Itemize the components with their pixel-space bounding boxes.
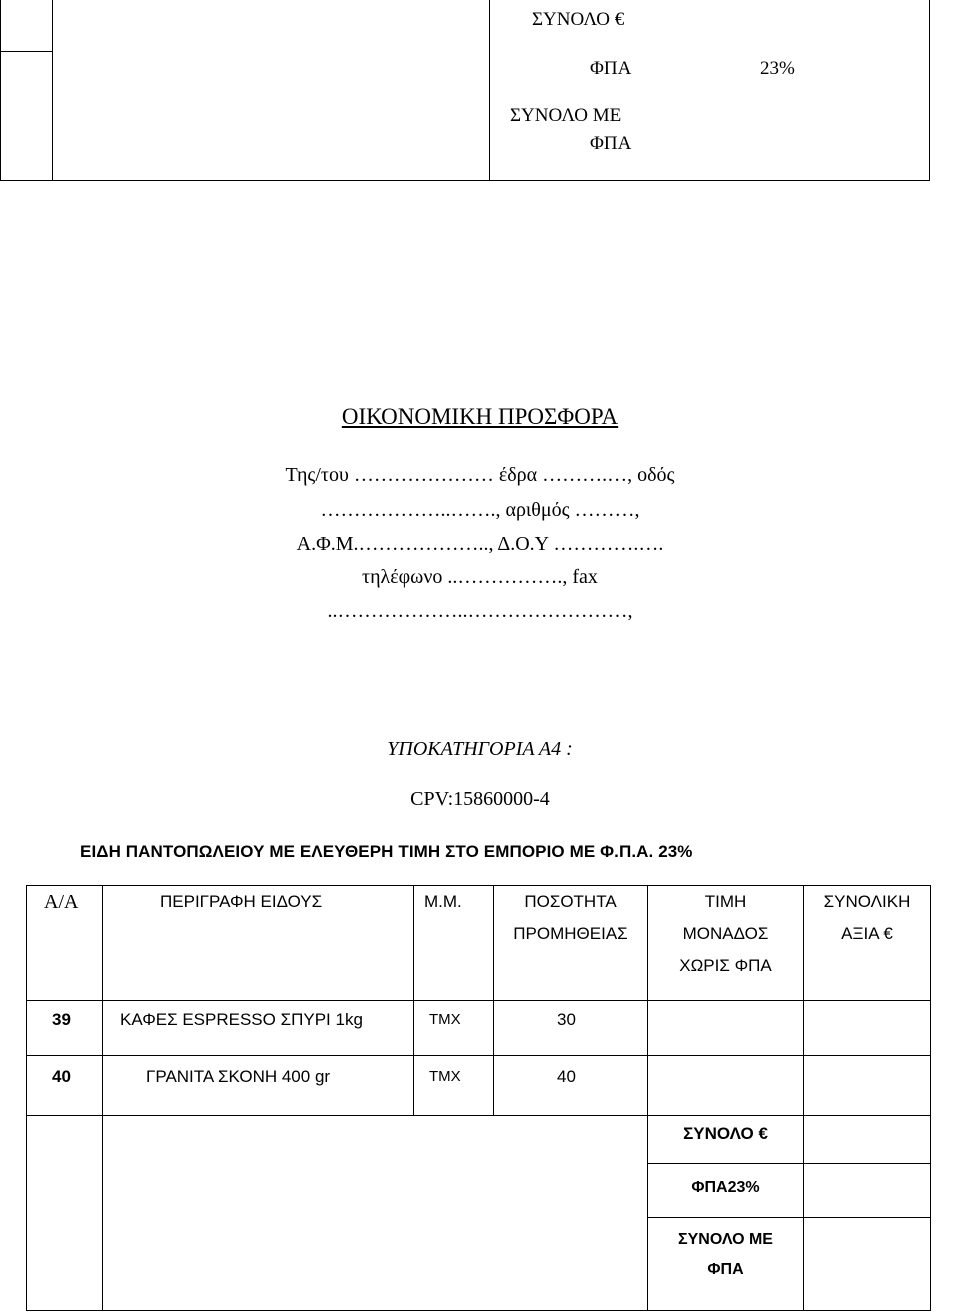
top-summary-table [0, 0, 930, 181]
page-title: ΟΙΚΟΝΟΜΙΚΗ ΠΡΟΣΦΟΡΑ [341, 404, 619, 429]
bidder-line-4: τηλέφωνο ..……………., fax [362, 566, 598, 588]
table-border [26, 1055, 931, 1056]
bidder-line-2: ………………..……., αριθμός ………, [320, 499, 640, 521]
row-aa: 39 [52, 1010, 71, 1029]
header-unit: Μ.Μ. [424, 892, 462, 911]
header-qty-line2: ΠΡΟΜΗΘΕΙΑΣ [513, 924, 628, 943]
table-border [26, 1000, 931, 1001]
row-aa: 40 [52, 1067, 71, 1086]
header-price-line3: ΧΩΡΙΣ ΦΠΑ [679, 956, 772, 975]
header-price-line1: ΤΙΜΗ [704, 892, 747, 911]
summary-total-with-vat-line1: ΣΥΝΟΛΟ ΜΕ [678, 1231, 773, 1248]
goods-title: ΕΙΔΗ ΠΑΝΤΟΠΩΛΕΙΟΥ ΜΕ ΕΛΕΥΘΕΡΗ ΤΙΜΗ ΣΤΟ ΕΜΠΟΡΙΟ ΜΕ Φ.Π.Α. 23% [80, 842, 693, 861]
table-border [930, 885, 931, 1311]
header-price-line2: ΜΟΝΑΔΟΣ [682, 924, 769, 943]
header-description: ΠΕΡΙΓΡΑΦΗ ΕΙΔΟΥΣ [160, 892, 323, 911]
bidder-line-5: ..………………..……………………, [327, 600, 633, 622]
header-total-line1: ΣΥΝΟΛΙΚΗ [823, 892, 911, 911]
table-border [102, 1115, 103, 1311]
cpv-code: CPV:15860000-4 [410, 788, 550, 810]
header-qty-line1: ΠΟΣΟΤΗΤΑ [524, 892, 617, 911]
summary-total: ΣΥΝΟΛΟ € [683, 1124, 768, 1143]
top-total-with-vat-line2: ΦΠΑ [590, 133, 632, 154]
table-border [647, 1217, 931, 1218]
table-border [0, 51, 53, 52]
table-border [647, 1163, 931, 1164]
row-description: ΚΑΦΕΣ ESPRESSO ΣΠΥΡΙ 1kg [120, 1010, 363, 1029]
bidder-line-1: Της/του ………………… έδρα ……….…, οδός [285, 464, 675, 486]
table-border [26, 1115, 931, 1116]
table-border [929, 0, 930, 181]
top-total-with-vat-line1: ΣΥΝΟΛΟ ΜΕ [510, 105, 622, 126]
top-total-label: ΣΥΝΟΛΟ € [532, 9, 625, 30]
table-border [0, 0, 1, 181]
header-total-line2: ΑΞΙΑ € [841, 924, 893, 943]
table-border [0, 180, 930, 181]
table-border [413, 885, 414, 1116]
table-border [102, 885, 103, 1116]
subcategory-heading: ΥΠΟΚΑΤΗΓΟΡΙΑ Α4 : [387, 738, 573, 760]
header-aa: Α/Α [44, 891, 79, 913]
row-description: ΓΡΑΝΙΤΑ ΣΚΟΝΗ 400 gr [146, 1067, 331, 1086]
summary-vat: ΦΠΑ23% [691, 1179, 760, 1196]
summary-total-with-vat-line2: ΦΠΑ [707, 1261, 744, 1278]
table-border [489, 0, 490, 181]
table-border [52, 0, 53, 181]
row-qty: 40 [557, 1067, 576, 1086]
top-vat-label: ΦΠΑ [590, 58, 632, 79]
top-vat-rate: 23% [760, 58, 795, 79]
table-border [26, 885, 27, 1311]
row-qty: 30 [557, 1010, 576, 1029]
row-unit: ΤΜΧ [429, 1068, 461, 1085]
row-unit: ΤΜΧ [429, 1011, 461, 1028]
bidder-line-3: Α.Φ.Μ.……………….., Δ.Ο.Υ ………….…. [296, 533, 664, 555]
table-border [26, 1310, 931, 1311]
